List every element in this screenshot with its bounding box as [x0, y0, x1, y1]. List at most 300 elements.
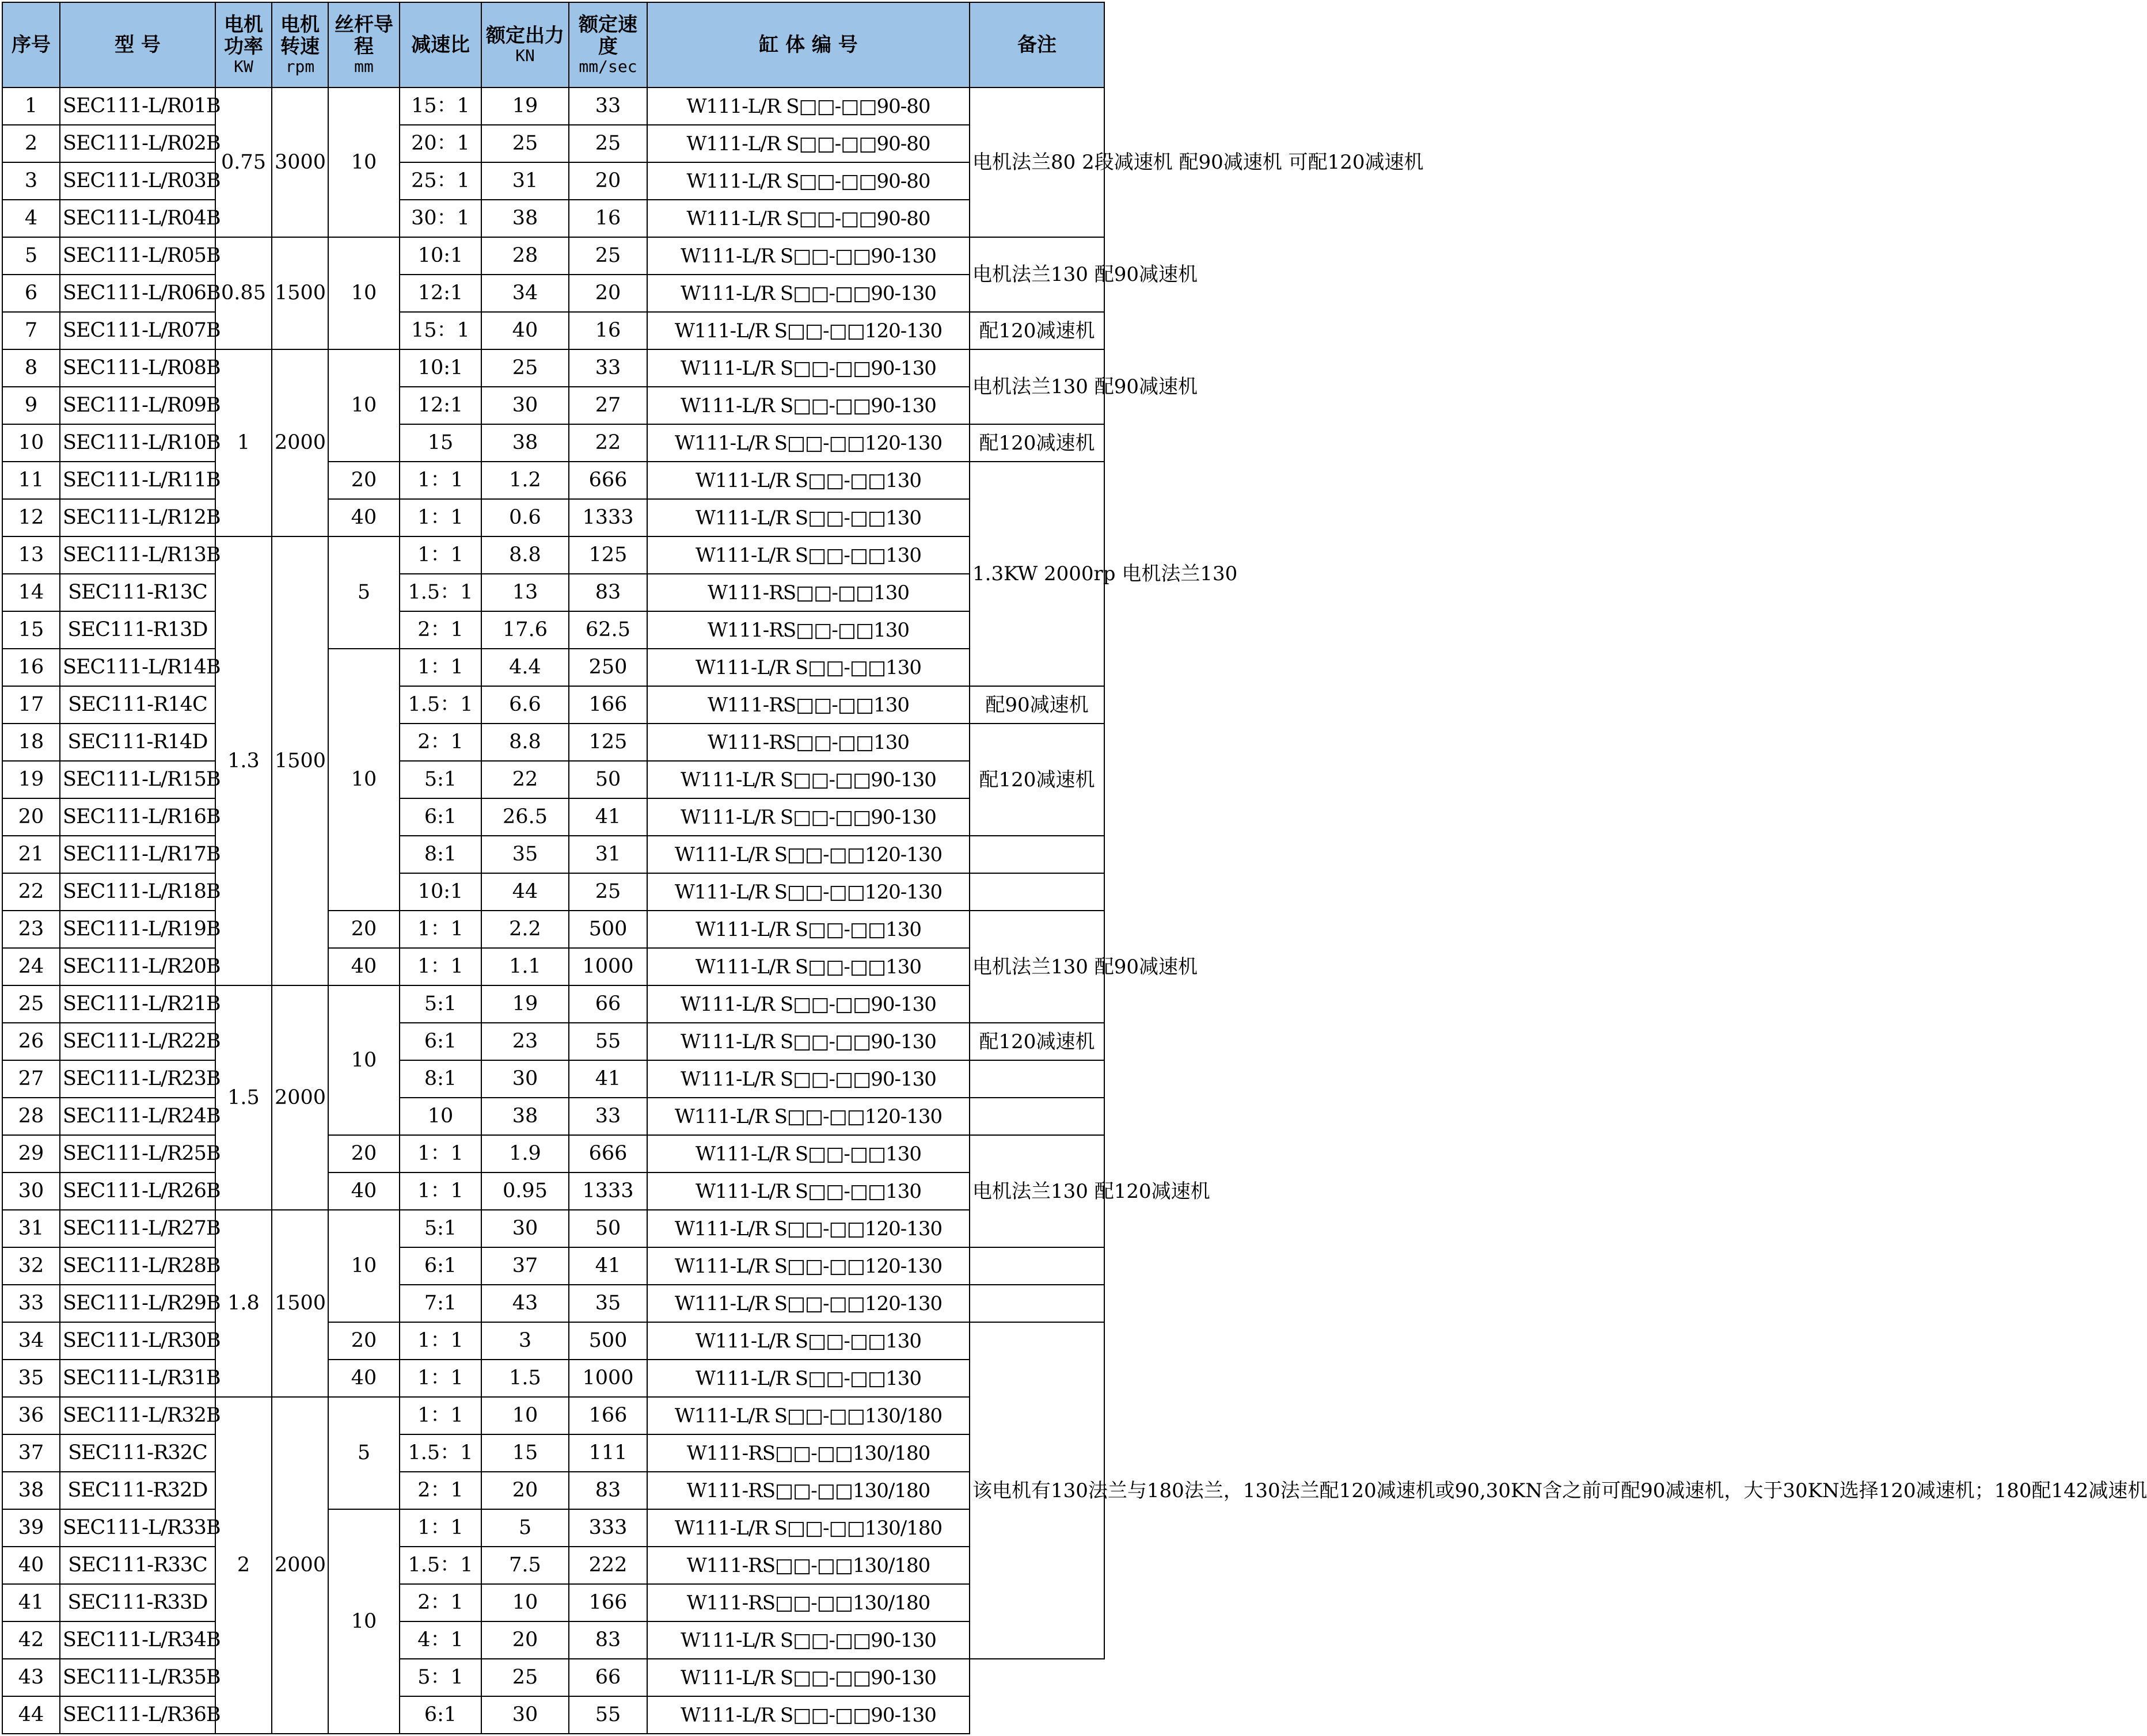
- model-cell: SEC111-L/R34B: [60, 1621, 215, 1659]
- table-row: [2, 162, 1104, 200]
- model-cell: SEC111-L/R29B: [60, 1285, 215, 1322]
- rated-speed-cell: 41: [569, 798, 647, 836]
- rated-thrust-cell: 20: [481, 1472, 569, 1509]
- model-cell: SEC111-L/R15B: [60, 761, 215, 798]
- table-row: [2, 948, 1104, 985]
- note-cell: 电机法兰130 配90减速机: [970, 349, 1104, 424]
- model-cell: SEC111-L/R23B: [60, 1060, 215, 1098]
- model-cell: SEC111-R13D: [60, 611, 215, 649]
- row-number-cell: 37: [2, 1434, 60, 1472]
- rated-speed-cell: 83: [569, 574, 647, 611]
- reduction-ratio-cell: 15: [400, 424, 481, 462]
- model-cell: SEC111-L/R30B: [60, 1322, 215, 1360]
- motor-speed-cell: 1500: [272, 536, 328, 985]
- cylinder-code-cell: W111-RS□□-□□130/180: [647, 1584, 970, 1621]
- reduction-ratio-cell: 8:1: [400, 1060, 481, 1098]
- table-row: [2, 125, 1104, 162]
- rated-speed-cell: 166: [569, 686, 647, 724]
- reduction-ratio-cell: 1.5：1: [400, 1434, 481, 1472]
- cylinder-code-cell: W111-L/R S□□-□□130/180: [647, 1509, 970, 1547]
- table-row: [2, 1060, 1104, 1098]
- motor-power-cell: 1.5: [215, 985, 272, 1210]
- model-cell: SEC111-L/R17B: [60, 836, 215, 873]
- col-header-speed: 电机转速 rpm: [272, 2, 328, 87]
- screw-lead-cell: 40: [328, 1172, 400, 1210]
- table-row: [2, 1659, 1104, 1696]
- row-number-cell: 21: [2, 836, 60, 873]
- reduction-ratio-cell: 5:1: [400, 761, 481, 798]
- reduction-ratio-cell: 1：1: [400, 1360, 481, 1397]
- rated-thrust-cell: 0.6: [481, 499, 569, 536]
- cylinder-code-cell: W111-L/R S□□-□□90-130: [647, 1696, 970, 1734]
- cylinder-code-cell: W111-L/R S□□-□□90-130: [647, 1060, 970, 1098]
- col-header-cylinder: 缸 体 编 号: [647, 2, 970, 87]
- model-cell: SEC111-L/R35B: [60, 1659, 215, 1696]
- col-header-model: 型 号: [60, 2, 215, 87]
- reduction-ratio-cell: 1：1: [400, 948, 481, 985]
- screw-lead-cell: 20: [328, 462, 400, 499]
- row-number-cell: 1: [2, 87, 60, 125]
- model-cell: SEC111-L/R24B: [60, 1098, 215, 1135]
- model-cell: SEC111-L/R09B: [60, 387, 215, 424]
- model-cell: SEC111-L/R22B: [60, 1023, 215, 1060]
- motor-speed-cell: 1500: [272, 237, 328, 349]
- note-cell: 电机法兰130 配90减速机: [970, 911, 1104, 1023]
- rated-speed-cell: 33: [569, 87, 647, 125]
- rated-speed-cell: 35: [569, 1285, 647, 1322]
- rated-speed-cell: 27: [569, 387, 647, 424]
- reduction-ratio-cell: 1：1: [400, 536, 481, 574]
- rated-speed-cell: 83: [569, 1621, 647, 1659]
- model-cell: SEC111-L/R18B: [60, 873, 215, 911]
- table-row: [2, 1621, 1104, 1659]
- model-cell: SEC111-R32C: [60, 1434, 215, 1472]
- table-row: [2, 424, 1104, 462]
- cylinder-code-cell: W111-L/R S□□-□□90-130: [647, 985, 970, 1023]
- row-number-cell: 32: [2, 1247, 60, 1285]
- note-cell: 配120减速机: [970, 724, 1104, 836]
- col-header-power: 电机功率 KW: [215, 2, 272, 87]
- rated-speed-cell: 500: [569, 911, 647, 948]
- motor-speed-cell: 3000: [272, 87, 328, 237]
- row-number-cell: 13: [2, 536, 60, 574]
- screw-lead-cell: 5: [328, 1397, 400, 1509]
- table-row: [2, 1472, 1104, 1509]
- rated-thrust-cell: 2.2: [481, 911, 569, 948]
- rated-thrust-cell: 38: [481, 200, 569, 237]
- screw-lead-cell: 10: [328, 349, 400, 462]
- rated-speed-cell: 666: [569, 1135, 647, 1172]
- model-cell: SEC111-L/R19B: [60, 911, 215, 948]
- reduction-ratio-cell: 2：1: [400, 611, 481, 649]
- rated-speed-cell: 333: [569, 1509, 647, 1547]
- col-header-thrust: 额定出力 KN: [481, 2, 569, 87]
- rated-thrust-cell: 31: [481, 162, 569, 200]
- row-number-cell: 3: [2, 162, 60, 200]
- cylinder-code-cell: W111-L/R S□□-□□130: [647, 1135, 970, 1172]
- note-cell: 配120减速机: [970, 424, 1104, 462]
- row-number-cell: 33: [2, 1285, 60, 1322]
- reduction-ratio-cell: 4：1: [400, 1621, 481, 1659]
- table-row: [2, 1584, 1104, 1621]
- screw-lead-cell: 20: [328, 911, 400, 948]
- rated-thrust-cell: 38: [481, 1098, 569, 1135]
- rated-thrust-cell: 6.6: [481, 686, 569, 724]
- row-number-cell: 38: [2, 1472, 60, 1509]
- motor-power-cell: 1.3: [215, 536, 272, 985]
- cylinder-code-cell: W111-RS□□-□□130/180: [647, 1434, 970, 1472]
- row-number-cell: 40: [2, 1547, 60, 1584]
- reduction-ratio-cell: 2：1: [400, 724, 481, 761]
- model-cell: SEC111-L/R01B: [60, 87, 215, 125]
- table-row: [2, 200, 1104, 237]
- reduction-ratio-cell: 5：1: [400, 1659, 481, 1696]
- rated-thrust-cell: 28: [481, 237, 569, 275]
- rated-speed-cell: 25: [569, 237, 647, 275]
- rated-thrust-cell: 43: [481, 1285, 569, 1322]
- cylinder-code-cell: W111-L/R S□□-□□90-130: [647, 1023, 970, 1060]
- table-row: [2, 1360, 1104, 1397]
- cylinder-code-cell: W111-L/R S□□-□□90-130: [647, 349, 970, 387]
- table-row: [2, 761, 1104, 798]
- rated-speed-cell: 1000: [569, 948, 647, 985]
- cylinder-code-cell: W111-RS□□-□□130: [647, 611, 970, 649]
- reduction-ratio-cell: 10:1: [400, 237, 481, 275]
- cylinder-code-cell: W111-RS□□-□□130: [647, 686, 970, 724]
- model-cell: SEC111-L/R33B: [60, 1509, 215, 1547]
- table-row: [2, 1434, 1104, 1472]
- row-number-cell: 10: [2, 424, 60, 462]
- cylinder-code-cell: W111-L/R S□□-□□120-130: [647, 424, 970, 462]
- screw-lead-cell: 10: [328, 985, 400, 1135]
- rated-thrust-cell: 3: [481, 1322, 569, 1360]
- row-number-cell: 43: [2, 1659, 60, 1696]
- reduction-ratio-cell: 8:1: [400, 836, 481, 873]
- screw-lead-cell: 40: [328, 1360, 400, 1397]
- reduction-ratio-cell: 10:1: [400, 349, 481, 387]
- model-cell: SEC111-L/R20B: [60, 948, 215, 985]
- col-header-note: 备注: [970, 2, 1104, 87]
- model-cell: SEC111-L/R31B: [60, 1360, 215, 1397]
- table-row: [2, 1397, 1104, 1434]
- note-cell: [970, 1247, 1104, 1285]
- screw-lead-cell: 5: [328, 536, 400, 649]
- row-number-cell: 24: [2, 948, 60, 985]
- model-cell: SEC111-L/R36B: [60, 1696, 215, 1734]
- note-cell: 配90减速机: [970, 686, 1104, 724]
- reduction-ratio-cell: 5:1: [400, 1210, 481, 1247]
- rated-speed-cell: 125: [569, 724, 647, 761]
- table-row: [2, 1098, 1104, 1135]
- reduction-ratio-cell: 15：1: [400, 312, 481, 349]
- model-cell: SEC111-L/R11B: [60, 462, 215, 499]
- row-number-cell: 35: [2, 1360, 60, 1397]
- note-cell: 电机法兰130 配90减速机: [970, 237, 1104, 312]
- rated-speed-cell: 50: [569, 761, 647, 798]
- note-cell: [970, 873, 1104, 911]
- cylinder-code-cell: W111-L/R S□□-□□90-130: [647, 798, 970, 836]
- cylinder-code-cell: W111-L/R S□□-□□130: [647, 499, 970, 536]
- note-cell: 1.3KW 2000rp 电机法兰130: [970, 462, 1104, 686]
- rated-thrust-cell: 25: [481, 349, 569, 387]
- cylinder-code-cell: W111-L/R S□□-□□130: [647, 911, 970, 948]
- rated-thrust-cell: 37: [481, 1247, 569, 1285]
- row-number-cell: 6: [2, 275, 60, 312]
- reduction-ratio-cell: 1：1: [400, 462, 481, 499]
- model-cell: SEC111-L/R28B: [60, 1247, 215, 1285]
- motor-power-cell: 2: [215, 1397, 272, 1734]
- table-row: [2, 798, 1104, 836]
- rated-thrust-cell: 10: [481, 1584, 569, 1621]
- note-cell: 配120减速机: [970, 312, 1104, 349]
- model-cell: SEC111-L/R06B: [60, 275, 215, 312]
- rated-speed-cell: 31: [569, 836, 647, 873]
- rated-thrust-cell: 1.1: [481, 948, 569, 985]
- rated-speed-cell: 20: [569, 162, 647, 200]
- col-header-lead-unit: mm: [354, 57, 374, 77]
- rated-thrust-cell: 1.5: [481, 1360, 569, 1397]
- row-number-cell: 14: [2, 574, 60, 611]
- row-number-cell: 36: [2, 1397, 60, 1434]
- motor-power-cell: 1: [215, 349, 272, 536]
- reduction-ratio-cell: 1.5：1: [400, 1547, 481, 1584]
- reduction-ratio-cell: 12:1: [400, 275, 481, 312]
- model-cell: SEC111-L/R21B: [60, 985, 215, 1023]
- motor-speed-cell: 2000: [272, 1397, 328, 1734]
- table-row: [2, 462, 1104, 499]
- reduction-ratio-cell: 6:1: [400, 1023, 481, 1060]
- cylinder-code-cell: W111-L/R S□□-□□90-130: [647, 387, 970, 424]
- table-row: [2, 836, 1104, 873]
- col-header-speed-unit: rpm: [285, 57, 315, 77]
- table-row: [2, 312, 1104, 349]
- reduction-ratio-cell: 6:1: [400, 1696, 481, 1734]
- reduction-ratio-cell: 10:1: [400, 873, 481, 911]
- rated-thrust-cell: 35: [481, 836, 569, 873]
- reduction-ratio-cell: 1：1: [400, 1509, 481, 1547]
- rated-speed-cell: 22: [569, 424, 647, 462]
- row-number-cell: 5: [2, 237, 60, 275]
- row-number-cell: 8: [2, 349, 60, 387]
- rated-thrust-cell: 8.8: [481, 724, 569, 761]
- table-row: [2, 1285, 1104, 1322]
- table-row: [2, 387, 1104, 424]
- table-row: [2, 1322, 1104, 1360]
- reduction-ratio-cell: 7:1: [400, 1285, 481, 1322]
- rated-thrust-cell: 30: [481, 1060, 569, 1098]
- reduction-ratio-cell: 1：1: [400, 649, 481, 686]
- rated-thrust-cell: 22: [481, 761, 569, 798]
- motor-speed-cell: 2000: [272, 349, 328, 536]
- cylinder-code-cell: W111-RS□□-□□130: [647, 574, 970, 611]
- rated-speed-cell: 33: [569, 349, 647, 387]
- rated-speed-cell: 41: [569, 1060, 647, 1098]
- rated-thrust-cell: 10: [481, 1397, 569, 1434]
- reduction-ratio-cell: 1：1: [400, 1172, 481, 1210]
- rated-thrust-cell: 30: [481, 1696, 569, 1734]
- cylinder-code-cell: W111-L/R S□□-□□130/180: [647, 1397, 970, 1434]
- rated-speed-cell: 83: [569, 1472, 647, 1509]
- cylinder-code-cell: W111-L/R S□□-□□90-80: [647, 125, 970, 162]
- rated-speed-cell: 41: [569, 1247, 647, 1285]
- reduction-ratio-cell: 30：1: [400, 200, 481, 237]
- model-cell: SEC111-R33C: [60, 1547, 215, 1584]
- rated-speed-cell: 33: [569, 1098, 647, 1135]
- header-row: [2, 2, 1104, 87]
- cylinder-code-cell: W111-L/R S□□-□□130: [647, 1322, 970, 1360]
- table-row: [2, 1547, 1104, 1584]
- row-number-cell: 30: [2, 1172, 60, 1210]
- cylinder-code-cell: W111-RS□□-□□130/180: [647, 1472, 970, 1509]
- col-header-ratio: 减速比: [400, 2, 481, 87]
- rated-thrust-cell: 44: [481, 873, 569, 911]
- rated-speed-cell: 1333: [569, 1172, 647, 1210]
- table-row: [2, 237, 1104, 275]
- model-cell: SEC111-L/R32B: [60, 1397, 215, 1434]
- row-number-cell: 31: [2, 1210, 60, 1247]
- reduction-ratio-cell: 1：1: [400, 911, 481, 948]
- screw-lead-cell: 10: [328, 1210, 400, 1322]
- model-cell: SEC111-R14C: [60, 686, 215, 724]
- rated-thrust-cell: 8.8: [481, 536, 569, 574]
- cylinder-code-cell: W111-L/R S□□-□□90-80: [647, 162, 970, 200]
- note-cell: 配120减速机: [970, 1023, 1104, 1060]
- cylinder-code-cell: W111-L/R S□□-□□120-130: [647, 873, 970, 911]
- rated-thrust-cell: 25: [481, 1659, 569, 1696]
- row-number-cell: 19: [2, 761, 60, 798]
- screw-lead-cell: 10: [328, 237, 400, 349]
- rated-thrust-cell: 25: [481, 125, 569, 162]
- reduction-ratio-cell: 5:1: [400, 985, 481, 1023]
- rated-thrust-cell: 34: [481, 275, 569, 312]
- table-row: [2, 1135, 1104, 1172]
- cylinder-code-cell: W111-L/R S□□-□□130: [647, 649, 970, 686]
- cylinder-code-cell: W111-L/R S□□-□□120-130: [647, 312, 970, 349]
- rated-speed-cell: 55: [569, 1696, 647, 1734]
- rated-thrust-cell: 20: [481, 1621, 569, 1659]
- rated-thrust-cell: 15: [481, 1434, 569, 1472]
- table-row: [2, 574, 1104, 611]
- note-cell: [970, 1285, 1104, 1322]
- motor-power-cell: 0.85: [215, 237, 272, 349]
- table-row: [2, 1023, 1104, 1060]
- model-cell: SEC111-L/R12B: [60, 499, 215, 536]
- cylinder-code-cell: W111-L/R S□□-□□90-130: [647, 1621, 970, 1659]
- screw-lead-cell: 10: [328, 87, 400, 237]
- rated-thrust-cell: 1.2: [481, 462, 569, 499]
- model-cell: SEC111-L/R26B: [60, 1172, 215, 1210]
- row-number-cell: 9: [2, 387, 60, 424]
- note-cell: 该电机有130法兰与180法兰，130法兰配120减速机或90,30KN含之前可配90减速机，大于30KN选择120减速机；180配142减速机: [970, 1322, 1104, 1659]
- rated-speed-cell: 1333: [569, 499, 647, 536]
- reduction-ratio-cell: 1：1: [400, 1135, 481, 1172]
- rated-speed-cell: 62.5: [569, 611, 647, 649]
- note-cell: [970, 1060, 1104, 1098]
- table-row: [2, 873, 1104, 911]
- reduction-ratio-cell: 10: [400, 1098, 481, 1135]
- rated-thrust-cell: 40: [481, 312, 569, 349]
- rated-thrust-cell: 5: [481, 1509, 569, 1547]
- cylinder-code-cell: W111-L/R S□□-□□90-80: [647, 200, 970, 237]
- row-number-cell: 22: [2, 873, 60, 911]
- rated-thrust-cell: 23: [481, 1023, 569, 1060]
- rated-speed-cell: 25: [569, 873, 647, 911]
- row-number-cell: 2: [2, 125, 60, 162]
- note-cell: [970, 1098, 1104, 1135]
- model-cell: SEC111-L/R14B: [60, 649, 215, 686]
- model-cell: SEC111-L/R08B: [60, 349, 215, 387]
- cylinder-code-cell: W111-L/R S□□-□□130: [647, 462, 970, 499]
- model-cell: SEC111-L/R05B: [60, 237, 215, 275]
- table-row: [2, 1247, 1104, 1285]
- model-cell: SEC111-L/R25B: [60, 1135, 215, 1172]
- rated-speed-cell: 66: [569, 1659, 647, 1696]
- row-number-cell: 39: [2, 1509, 60, 1547]
- table-row: [2, 911, 1104, 948]
- note-cell: 电机法兰130 配120减速机: [970, 1135, 1104, 1247]
- model-cell: SEC111-L/R13B: [60, 536, 215, 574]
- rated-speed-cell: 250: [569, 649, 647, 686]
- rated-speed-cell: 20: [569, 275, 647, 312]
- cylinder-code-cell: W111-L/R S□□-□□90-130: [647, 761, 970, 798]
- cylinder-code-cell: W111-L/R S□□-□□90-130: [647, 275, 970, 312]
- model-cell: SEC111-L/R03B: [60, 162, 215, 200]
- rated-thrust-cell: 0.95: [481, 1172, 569, 1210]
- col-header-no: 序号: [2, 2, 60, 87]
- row-number-cell: 15: [2, 611, 60, 649]
- screw-lead-cell: 10: [328, 1509, 400, 1734]
- row-number-cell: 7: [2, 312, 60, 349]
- reduction-ratio-cell: 6:1: [400, 798, 481, 836]
- row-number-cell: 16: [2, 649, 60, 686]
- cylinder-code-cell: W111-L/R S□□-□□90-130: [647, 1659, 970, 1696]
- table-row: [2, 1210, 1104, 1247]
- row-number-cell: 18: [2, 724, 60, 761]
- model-cell: SEC111-R13C: [60, 574, 215, 611]
- table-row: [2, 686, 1104, 724]
- model-cell: SEC111-L/R02B: [60, 125, 215, 162]
- row-number-cell: 12: [2, 499, 60, 536]
- rated-thrust-cell: 17.6: [481, 611, 569, 649]
- rated-thrust-cell: 19: [481, 985, 569, 1023]
- reduction-ratio-cell: 15：1: [400, 87, 481, 125]
- screw-lead-cell: 10: [328, 649, 400, 911]
- row-number-cell: 41: [2, 1584, 60, 1621]
- rated-speed-cell: 111: [569, 1434, 647, 1472]
- model-cell: SEC111-L/R04B: [60, 200, 215, 237]
- table-row: [2, 1172, 1104, 1210]
- reduction-ratio-cell: 1.5：1: [400, 574, 481, 611]
- reduction-ratio-cell: 1.5：1: [400, 686, 481, 724]
- reduction-ratio-cell: 1：1: [400, 1397, 481, 1434]
- col-header-rated-speed-unit: mm/sec: [579, 57, 637, 77]
- table-row: [2, 536, 1104, 574]
- screw-lead-cell: 20: [328, 1135, 400, 1172]
- screw-lead-cell: 20: [328, 1322, 400, 1360]
- spec-table: [2, 2, 2147, 1734]
- row-number-cell: 29: [2, 1135, 60, 1172]
- table-row: [2, 1696, 1104, 1734]
- rated-speed-cell: 125: [569, 536, 647, 574]
- rated-speed-cell: 50: [569, 1210, 647, 1247]
- cylinder-code-cell: W111-L/R S□□-□□90-130: [647, 237, 970, 275]
- rated-speed-cell: 16: [569, 312, 647, 349]
- table-row: [2, 1509, 1104, 1547]
- note-cell: [970, 836, 1104, 873]
- rated-speed-cell: 25: [569, 125, 647, 162]
- cylinder-code-cell: W111-L/R S□□-□□90-80: [647, 87, 970, 125]
- model-cell: SEC111-R33D: [60, 1584, 215, 1621]
